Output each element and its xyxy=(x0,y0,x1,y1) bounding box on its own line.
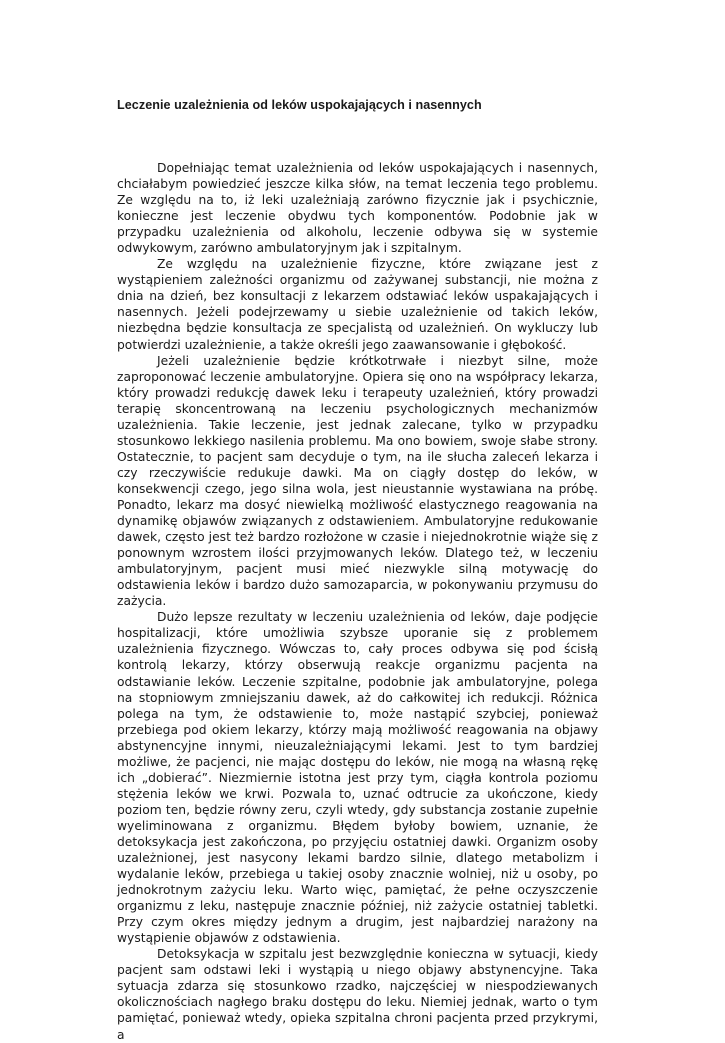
document-title: Leczenie uzależnienia od leków uspokajających i nasennych xyxy=(117,98,482,112)
paragraph: Ze względu na uzależnienie fizyczne, które związane jest z wystąpieniem zależności organizmu od zażywanej substancji, nie można z dnia na dzień, bez konsultacji z lekarzem odstawiać leków uspakajających i nasennych. Jeżeli podejrzewamy u siebie uzależnienie od takich leków, niezbędna będzie konsultacja ze specjalistą od uzależnień. On wykluczy lub potwierdzi uzależnienie, a także określi jego zaawansowanie i głębokość. xyxy=(117,257,598,352)
document-body xyxy=(117,160,598,1043)
paragraph: Detoksykacja w szpitalu jest bezwzględnie konieczna w sytuacji, kiedy pacjent sam odstawi leki i wystąpią u niego objawy abstynencyjne. Taka sytuacja zdarza się stosunkowo rzadko, najczęściej w niespodziewanych okolicznościach nagłego braku dostępu do leku. Niemiej jednak, warto o tym pamiętać, ponieważ wtedy, opieka szpitalna chroni pacjenta przed przykrymi, a xyxy=(117,947,598,1042)
paragraph: Jeżeli uzależnienie będzie krótkotrwałe i niezbyt silne, może zaproponować leczenie ambulatoryjne. Opiera się ono na współpracy lekarza, który prowadzi redukcję dawek leku i terapeuty uzależnień, który prowadzi terapię skoncentrowaną na leczeniu psychologicznych mechanizmów uzależnienia. Takie leczenie, jest jednak zalecane, tylko w przypadku stosunkowo lekkiego nasilenia problemu. Ma ono bowiem, swoje słabe strony. Ostatecznie, to pacjent sam decyduje o tym, na ile słucha zaleceń lekarza i czy rzeczywiście redukuje dawki. Ma on ciągły dostęp do leków, w konsekwencji czego, jego silna wola, jest nieustannie wystawiana na próbę. Ponadto, lekarz ma dosyć niewielką możliwość elastycznego reagowania na dynamikę objawów związanych z odstawieniem. Ambulatoryjne redukowanie dawek, często jest też bardzo rozłożone w czasie i niejednokrotnie wiąże się z ponownym wzrostem ilości przyjmowanych leków. Dlatego też, w leczeniu ambulatoryjnym, pacjent musi mieć niezwykle silną motywację do odstawienia leków i bardzo dużo samozaparcia, w pokonywaniu przymusu do zażycia. xyxy=(117,353,598,609)
paragraph: Dużo lepsze rezultaty w leczeniu uzależnienia od leków, daje podjęcie hospitalizacji, które umożliwia szybsze uporanie się z problemem uzależnienia fizycznego. Wówczas to, cały proces odbywa się pod ścisłą kontrolą lekarzy, którzy obserwują reakcje organizmu pacjenta na odstawianie leków. Leczenie szpitalne, podobnie jak ambulatoryjne, polega na stopniowym zmniejszaniu dawek, aż do całkowitej ich redukcji. Różnica polega na tym, że odstawienie to, może nastąpić szybciej, ponieważ przebiega pod okiem lekarzy, którzy mają możliwość reagowania na objawy abstynencyjne innymi, nieuzależniającymi lekami. Jest to tym bardziej możliwe, że pacjenci, nie mając dostępu do leków, nie mogą na własną rękę ich „dobierać”. Niezmiernie istotna jest przy tym, ciągła kontrola poziomu stężenia leków we krwi. Pozwala to, uznać odtrucie za ukończone, kiedy poziom ten, będzie równy zeru, czyli wtedy, gdy substancja zostanie zupełnie wyeliminowana z organizmu. Błędem byłoby bowiem, uznanie, że detoksykacja jest zakończona, po przyjęciu ostatniej dawki. Organizm osoby uzależnionej, jest nasycony lekami bardzo silnie, dlatego metabolizm i wydalanie leków, przebiega u takiej osoby znacznie wolniej, niż u osoby, po jednokrotnym zażyciu leku. Warto więc, pamiętać, że pełne oczyszczenie organizmu z leku, następuje znacznie później, niż zażycie ostatniej tabletki. Przy czym okres między jednym a drugim, jest najbardziej narażony na wystąpienie objawów z odstawienia. xyxy=(117,610,598,946)
paragraph: Dopełniając temat uzależnienia od leków uspokajających i nasennych, chciałabym powiedzieć jeszcze kilka słów, na temat leczenia tego problemu. Ze względu na to, iż leki uzależniają zarówno fizycznie jak i psychicznie, konieczne jest leczenie obydwu tych komponentów. Podobnie jak w przypadku uzależnienia od alkoholu, leczenie odbywa się w systemie odwykowym, zarówno ambulatoryjnym jak i szpitalnym. xyxy=(117,161,598,256)
